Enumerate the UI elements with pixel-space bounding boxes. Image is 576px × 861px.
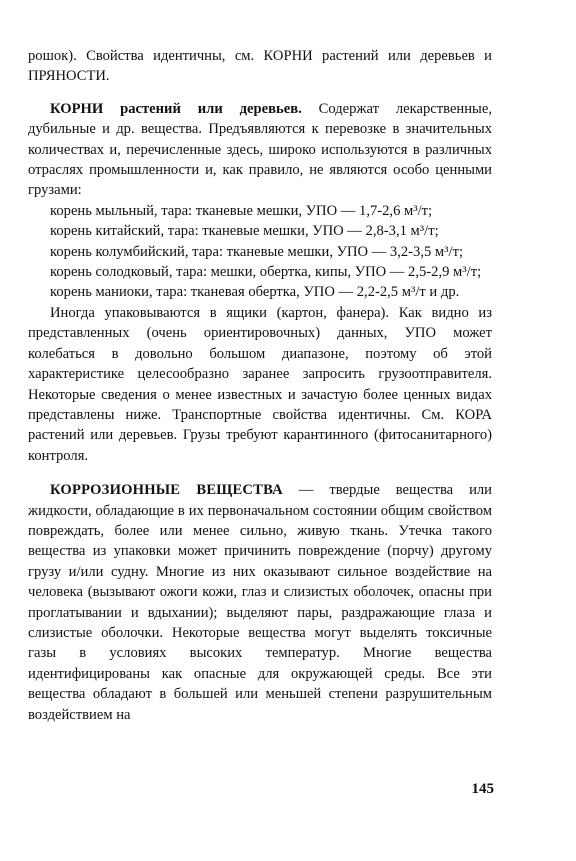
corrosives-description: — твердые вещества или жидкости, обладающие в их первоначальном состоянии общим свойством повреждать, более или менее сильно, живую ткань. Утечка такого вещества из упаковки может причинить повреждение (порчу) другому грузу и/или судну. Многие из них оказывают сильное воздействие на человека (вызывают ожоги кожи, глаз и слизистых оболочек, опасны при проглатывании и вдыхании); выделяют пары, раздражающие глаза и слизистые оболочки. Некоторые вещества могут выделять токсичные газы в условиях высоких температур. Многие вещества идентифицированы как опасные для окружающей среды. Все эти вещества обладают в большей или меньшей степени разрушительным воздействием на [28, 482, 492, 723]
roots-term: КОРНИ растений или деревьев. [50, 100, 302, 117]
list-item: корень мыльный, тара: тканевые мешки, УПО — 1,7-2,6 м³/т; [50, 202, 433, 219]
page-number: 145 [471, 781, 494, 797]
list-item: корень китайский, тара: тканевые мешки, УПО — 2,8-3,1 м³/т; [50, 223, 439, 240]
list-item: корень солодковый, тара: мешки, обертка, кипы, УПО — 2,5-2,9 м³/т; [50, 264, 482, 281]
list-item: корень колумбийский, тара: тканевые мешки, УПО — 3,2-3,5 м³/т; [50, 243, 464, 260]
corrosives-term: КОРРОЗИОННЫЕ ВЕЩЕСТВА [50, 482, 283, 499]
list-item: корень маниоки, тара: тканевая обертка, УПО — 2,2-2,5 м³/т и др. [50, 284, 460, 301]
intro-paragraph: рошок). Свойства идентичны, см. КОРНИ растений или деревьев и ПРЯНОСТИ. [28, 48, 492, 85]
roots-description: Содержат лекарственные, дубильные и др. вещества. Предъявляются к перевозке в значительных количествах и, перечисленные здесь, широко используются в различных отраслях промышленности и, как правило, не являются особо ценными грузами: [28, 100, 492, 199]
corrosives-entry-paragraph [28, 480, 492, 725]
roots-list [28, 201, 492, 303]
roots-entry-paragraph [28, 99, 492, 201]
roots-notes-paragraph: Иногда упаковываются в ящики (картон, фанера). Как видно из представленных (очень ориентировочных) данных, УПО может колебаться в довольно большом диапазоне, поэтому об этой характеристике целесообразно заранее запросить грузоотправителя. Некоторые сведения о менее известных и зачастую более ценных видах представлены ниже. Транспортные свойства идентичны. См. КОРА растений или деревьев. Грузы требуют карантинного (фитосанитарного) контроля. [28, 304, 492, 464]
page-body [28, 46, 492, 725]
